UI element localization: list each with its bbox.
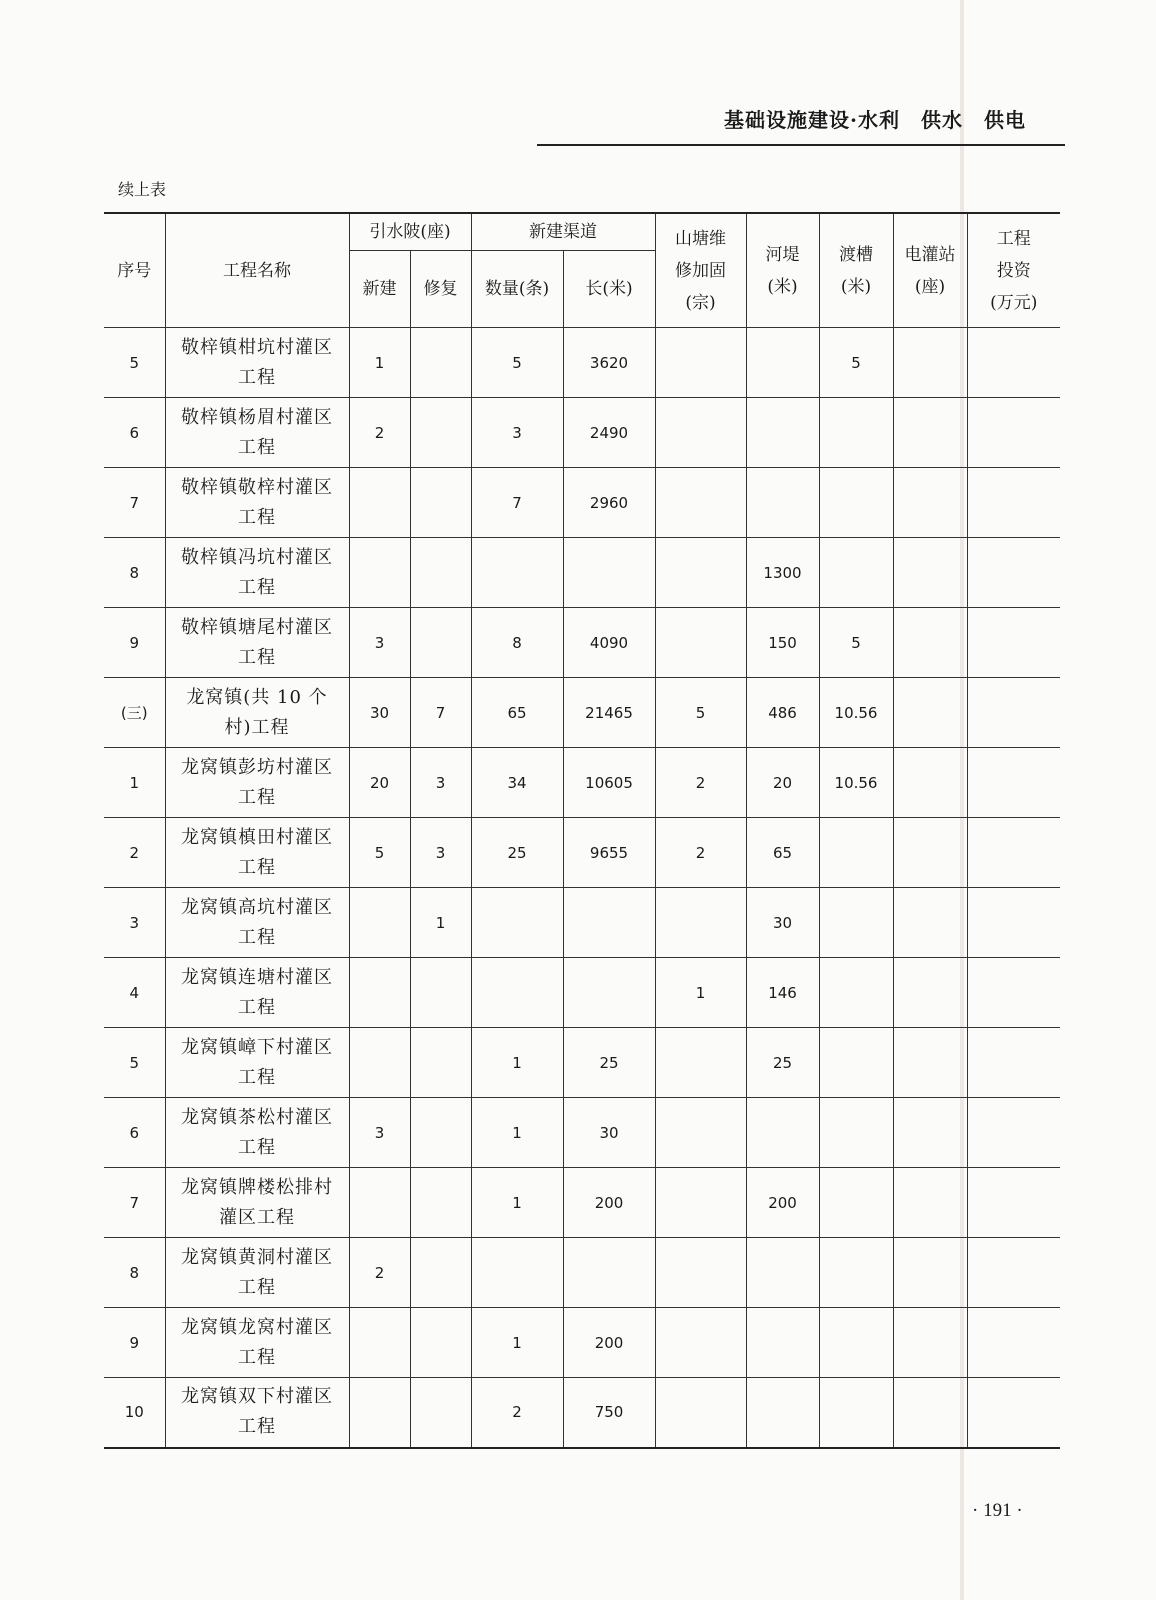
cell-pond: 2: [655, 748, 746, 818]
cell-levee: [746, 1098, 819, 1168]
cell-pond: [655, 1378, 746, 1448]
cell-pond: [655, 398, 746, 468]
cell-project-name: [165, 398, 349, 468]
cell-invest: [967, 1168, 1060, 1238]
cell-pump: [893, 678, 967, 748]
cell-pump: [893, 328, 967, 398]
table-body: [104, 328, 1060, 1448]
cell-invest: [967, 748, 1060, 818]
header-pond-line1: 山塘维: [675, 228, 727, 249]
header-canal-length: 长(米): [563, 251, 655, 328]
cell-levee: 486: [746, 678, 819, 748]
cell-weir-new: 2: [349, 398, 410, 468]
cell-aqueduct: [819, 888, 893, 958]
cell-levee: 20: [746, 748, 819, 818]
cell-pond: 5: [655, 678, 746, 748]
cell-canal-count: 7: [471, 468, 563, 538]
cell-pond: 1: [655, 958, 746, 1028]
project-name-line: 龙窝镇彭坊村灌区: [181, 756, 333, 778]
project-name-line: 工程: [238, 506, 276, 528]
header-pond-unit: (宗): [685, 292, 716, 313]
cell-aqueduct: [819, 1308, 893, 1378]
cell-canal-length: [563, 538, 655, 608]
cell-invest: [967, 1098, 1060, 1168]
cell-project-name: [165, 1168, 349, 1238]
project-name-line: 工程: [238, 786, 276, 808]
header-invest-line1: 工程: [996, 228, 1031, 249]
cell-weir-new: 2: [349, 1238, 410, 1308]
cell-weir-new: 3: [349, 1098, 410, 1168]
cell-pump: [893, 748, 967, 818]
project-name-line: 工程: [238, 1276, 276, 1298]
project-name-line: 龙窝镇高坑村灌区: [181, 896, 333, 918]
cell-seq: 5: [104, 1028, 165, 1098]
cell-pump: [893, 958, 967, 1028]
header-canal: 新建渠道: [471, 213, 655, 251]
page-number: · 191 ·: [972, 1500, 1023, 1521]
cell-pump: [893, 1168, 967, 1238]
cell-invest: [967, 888, 1060, 958]
cell-seq: 5: [104, 328, 165, 398]
cell-pond: [655, 1028, 746, 1098]
table-row: [104, 1028, 1060, 1098]
cell-canal-length: 3620: [563, 328, 655, 398]
cell-weir-new: [349, 1378, 410, 1448]
header-pump-line1: 电灌站: [904, 244, 956, 265]
project-name-line: 工程: [238, 996, 276, 1018]
cell-canal-count: 1: [471, 1168, 563, 1238]
cell-weir-new: [349, 1168, 410, 1238]
cell-weir-repair: 1: [410, 888, 471, 958]
cell-aqueduct: [819, 958, 893, 1028]
cell-pond: [655, 608, 746, 678]
project-name-line: 龙窝镇黄洞村灌区: [181, 1246, 333, 1268]
cell-invest: [967, 608, 1060, 678]
project-name-line: 敬梓镇柑坑村灌区: [181, 336, 333, 358]
cell-canal-count: 2: [471, 1378, 563, 1448]
cell-pond: [655, 328, 746, 398]
project-name-line: 工程: [238, 1416, 276, 1438]
header-invest-line2: 投资: [996, 260, 1031, 281]
cell-seq: 7: [104, 1168, 165, 1238]
cell-pump: [893, 1238, 967, 1308]
table-row: [104, 468, 1060, 538]
cell-canal-length: 200: [563, 1308, 655, 1378]
table-row: [104, 538, 1060, 608]
header-pond-line2: 修加固: [675, 260, 727, 281]
cell-seq: 8: [104, 1238, 165, 1308]
project-name-line: 村)工程: [224, 716, 290, 738]
cell-invest: [967, 328, 1060, 398]
table-row: [104, 1308, 1060, 1378]
cell-canal-count: 8: [471, 608, 563, 678]
header-name: 工程名称: [165, 213, 349, 328]
project-name-line: 龙窝镇牌楼松排村: [181, 1176, 333, 1198]
cell-canal-count: 25: [471, 818, 563, 888]
cell-seq: 2: [104, 818, 165, 888]
cell-pond: [655, 1308, 746, 1378]
cell-weir-repair: [410, 538, 471, 608]
cell-canal-count: 1: [471, 1308, 563, 1378]
cell-seq: 9: [104, 608, 165, 678]
cell-weir-repair: [410, 1168, 471, 1238]
cell-invest: [967, 678, 1060, 748]
table-row: [104, 1098, 1060, 1168]
cell-canal-count: 3: [471, 398, 563, 468]
cell-canal-length: 4090: [563, 608, 655, 678]
header-invest-unit: (万元): [990, 292, 1038, 313]
running-header: [724, 104, 1026, 133]
table-row: [104, 328, 1060, 398]
project-name-line: 敬梓镇塘尾村灌区: [181, 616, 333, 638]
cell-seq: 1: [104, 748, 165, 818]
cell-canal-length: 10605: [563, 748, 655, 818]
table-row: [104, 748, 1060, 818]
cell-invest: [967, 468, 1060, 538]
cell-weir-new: [349, 538, 410, 608]
cell-canal-count: [471, 1238, 563, 1308]
cell-aqueduct: [819, 1098, 893, 1168]
cell-aqueduct: 10.56: [819, 748, 893, 818]
project-name-line: 工程: [238, 576, 276, 598]
cell-pump: [893, 608, 967, 678]
table-row: [104, 608, 1060, 678]
cell-weir-repair: [410, 328, 471, 398]
project-name-line: 工程: [238, 926, 276, 948]
cell-project-name: [165, 1378, 349, 1448]
header-weir-repair: 修复: [410, 251, 471, 328]
irrigation-table: [104, 212, 1060, 1449]
project-name-line: 工程: [238, 1346, 276, 1368]
cell-project-name: [165, 328, 349, 398]
cell-weir-repair: 3: [410, 818, 471, 888]
cell-project-name: [165, 608, 349, 678]
cell-aqueduct: [819, 1378, 893, 1448]
cell-aqueduct: [819, 1168, 893, 1238]
cell-invest: [967, 1378, 1060, 1448]
cell-aqueduct: 5: [819, 328, 893, 398]
cell-pump: [893, 1028, 967, 1098]
cell-project-name: [165, 888, 349, 958]
cell-weir-new: [349, 958, 410, 1028]
cell-project-name: [165, 468, 349, 538]
cell-canal-length: 2960: [563, 468, 655, 538]
cell-weir-repair: [410, 1238, 471, 1308]
cell-invest: [967, 958, 1060, 1028]
cell-weir-repair: [410, 1098, 471, 1168]
cell-invest: [967, 818, 1060, 888]
cell-pump: [893, 398, 967, 468]
cell-weir-new: 1: [349, 328, 410, 398]
cell-canal-length: 2490: [563, 398, 655, 468]
cell-levee: 25: [746, 1028, 819, 1098]
cell-project-name: [165, 678, 349, 748]
cell-invest: [967, 1238, 1060, 1308]
cell-invest: [967, 538, 1060, 608]
cell-weir-new: 30: [349, 678, 410, 748]
table-row: [104, 1168, 1060, 1238]
cell-pump: [893, 1098, 967, 1168]
cell-canal-length: [563, 888, 655, 958]
header-weir-new: 新建: [349, 251, 410, 328]
cell-canal-length: 750: [563, 1378, 655, 1448]
cell-levee: [746, 328, 819, 398]
cell-canal-count: 34: [471, 748, 563, 818]
cell-levee: 146: [746, 958, 819, 1028]
cell-weir-repair: [410, 1378, 471, 1448]
project-name-line: 敬梓镇杨眉村灌区: [181, 406, 333, 428]
header-levee: [746, 213, 819, 328]
cell-canal-length: [563, 958, 655, 1028]
project-name-line: 龙窝镇茶松村灌区: [181, 1106, 333, 1128]
cell-weir-new: 3: [349, 608, 410, 678]
cell-project-name: [165, 538, 349, 608]
cell-weir-new: [349, 468, 410, 538]
cell-canal-count: 65: [471, 678, 563, 748]
cell-levee: [746, 398, 819, 468]
cell-weir-new: 20: [349, 748, 410, 818]
cell-canal-length: 200: [563, 1168, 655, 1238]
cell-levee: [746, 1238, 819, 1308]
cell-invest: [967, 1028, 1060, 1098]
cell-canal-length: 9655: [563, 818, 655, 888]
header-rule: [537, 144, 1065, 146]
table-row: [104, 1238, 1060, 1308]
cell-pump: [893, 1308, 967, 1378]
cell-seq: 6: [104, 398, 165, 468]
header-pond: [655, 213, 746, 328]
cell-project-name: [165, 1098, 349, 1168]
table-row: [104, 958, 1060, 1028]
cell-aqueduct: [819, 818, 893, 888]
cell-weir-new: [349, 1028, 410, 1098]
cell-pond: [655, 468, 746, 538]
cell-invest: [967, 1308, 1060, 1378]
cell-pump: [893, 538, 967, 608]
cell-canal-length: 30: [563, 1098, 655, 1168]
cell-canal-count: [471, 888, 563, 958]
cell-levee: 150: [746, 608, 819, 678]
project-name-line: 灌区工程: [219, 1206, 295, 1228]
cell-weir-repair: [410, 608, 471, 678]
table-row: [104, 888, 1060, 958]
cell-pond: [655, 1168, 746, 1238]
project-name-line: 工程: [238, 1066, 276, 1088]
cell-pond: [655, 888, 746, 958]
project-name-line: 龙窝镇双下村灌区: [181, 1386, 333, 1408]
cell-canal-length: [563, 1238, 655, 1308]
project-name-line: 工程: [238, 1136, 276, 1158]
header-seq: 序号: [104, 213, 165, 328]
cell-levee: 200: [746, 1168, 819, 1238]
cell-project-name: [165, 958, 349, 1028]
cell-canal-count: 5: [471, 328, 563, 398]
header-aqueduct-line1: 渡槽: [839, 244, 874, 265]
cell-weir-repair: 7: [410, 678, 471, 748]
cell-weir-repair: [410, 958, 471, 1028]
header-aqueduct: [819, 213, 893, 328]
project-name-line: 龙窝镇嶂下村灌区: [181, 1036, 333, 1058]
cell-weir-repair: [410, 398, 471, 468]
cell-aqueduct: [819, 538, 893, 608]
cell-pond: [655, 538, 746, 608]
cell-pond: [655, 1098, 746, 1168]
cell-pond: 2: [655, 818, 746, 888]
cell-levee: [746, 1378, 819, 1448]
table-caption: 续上表: [118, 180, 167, 199]
cell-weir-repair: 3: [410, 748, 471, 818]
header-aqueduct-unit: (米): [840, 276, 872, 297]
project-name-line: 工程: [238, 366, 276, 388]
project-name-line: 龙窝镇(共 10 个: [186, 686, 328, 708]
cell-project-name: [165, 748, 349, 818]
project-name-line: 工程: [238, 856, 276, 878]
cell-levee: 1300: [746, 538, 819, 608]
cell-canal-count: [471, 538, 563, 608]
cell-canal-count: [471, 958, 563, 1028]
cell-pump: [893, 468, 967, 538]
header-levee-line1: 河堤: [765, 244, 800, 265]
cell-levee: [746, 468, 819, 538]
cell-canal-length: 21465: [563, 678, 655, 748]
cell-project-name: [165, 1028, 349, 1098]
cell-weir-new: 5: [349, 818, 410, 888]
running-header-text: 基础设施建设·水利 供水 供电: [724, 108, 1026, 132]
header-weir: 引水陂(座): [349, 213, 471, 251]
cell-seq: 7: [104, 468, 165, 538]
cell-pond: [655, 1238, 746, 1308]
project-name-line: 龙窝镇槙田村灌区: [181, 826, 333, 848]
cell-seq: 3: [104, 888, 165, 958]
cell-weir-repair: [410, 468, 471, 538]
cell-weir-new: [349, 888, 410, 958]
cell-canal-count: 1: [471, 1098, 563, 1168]
cell-aqueduct: [819, 1238, 893, 1308]
project-name-line: 龙窝镇龙窝村灌区: [181, 1316, 333, 1338]
cell-weir-repair: [410, 1028, 471, 1098]
cell-seq: 4: [104, 958, 165, 1028]
project-name-line: 龙窝镇连塘村灌区: [181, 966, 333, 988]
cell-pump: [893, 888, 967, 958]
header-pump: [893, 213, 967, 328]
cell-aqueduct: 10.56: [819, 678, 893, 748]
project-name-line: 敬梓镇敬梓村灌区: [181, 476, 333, 498]
cell-aqueduct: [819, 468, 893, 538]
cell-project-name: [165, 1238, 349, 1308]
table-row: [104, 1378, 1060, 1448]
cell-seq: 9: [104, 1308, 165, 1378]
cell-seq: 10: [104, 1378, 165, 1448]
cell-aqueduct: [819, 1028, 893, 1098]
header-invest: [967, 213, 1060, 328]
table-row: [104, 818, 1060, 888]
cell-levee: [746, 1308, 819, 1378]
cell-weir-new: [349, 1308, 410, 1378]
header-canal-count: 数量(条): [471, 251, 563, 328]
cell-canal-count: 1: [471, 1028, 563, 1098]
cell-levee: 65: [746, 818, 819, 888]
project-name-line: 工程: [238, 646, 276, 668]
table-row: [104, 678, 1060, 748]
cell-aqueduct: 5: [819, 608, 893, 678]
cell-project-name: [165, 1308, 349, 1378]
cell-project-name: [165, 818, 349, 888]
header-levee-unit: (米): [767, 276, 798, 297]
cell-aqueduct: [819, 398, 893, 468]
header-pump-unit: (座): [914, 276, 946, 297]
cell-levee: 30: [746, 888, 819, 958]
table-row: [104, 398, 1060, 468]
cell-pump: [893, 1378, 967, 1448]
cell-canal-length: 25: [563, 1028, 655, 1098]
cell-seq: (三): [104, 678, 165, 748]
project-name-line: 敬梓镇冯坑村灌区: [181, 546, 333, 568]
cell-seq: 6: [104, 1098, 165, 1168]
cell-weir-repair: [410, 1308, 471, 1378]
project-name-line: 工程: [238, 436, 276, 458]
cell-invest: [967, 398, 1060, 468]
cell-pump: [893, 818, 967, 888]
cell-seq: 8: [104, 538, 165, 608]
